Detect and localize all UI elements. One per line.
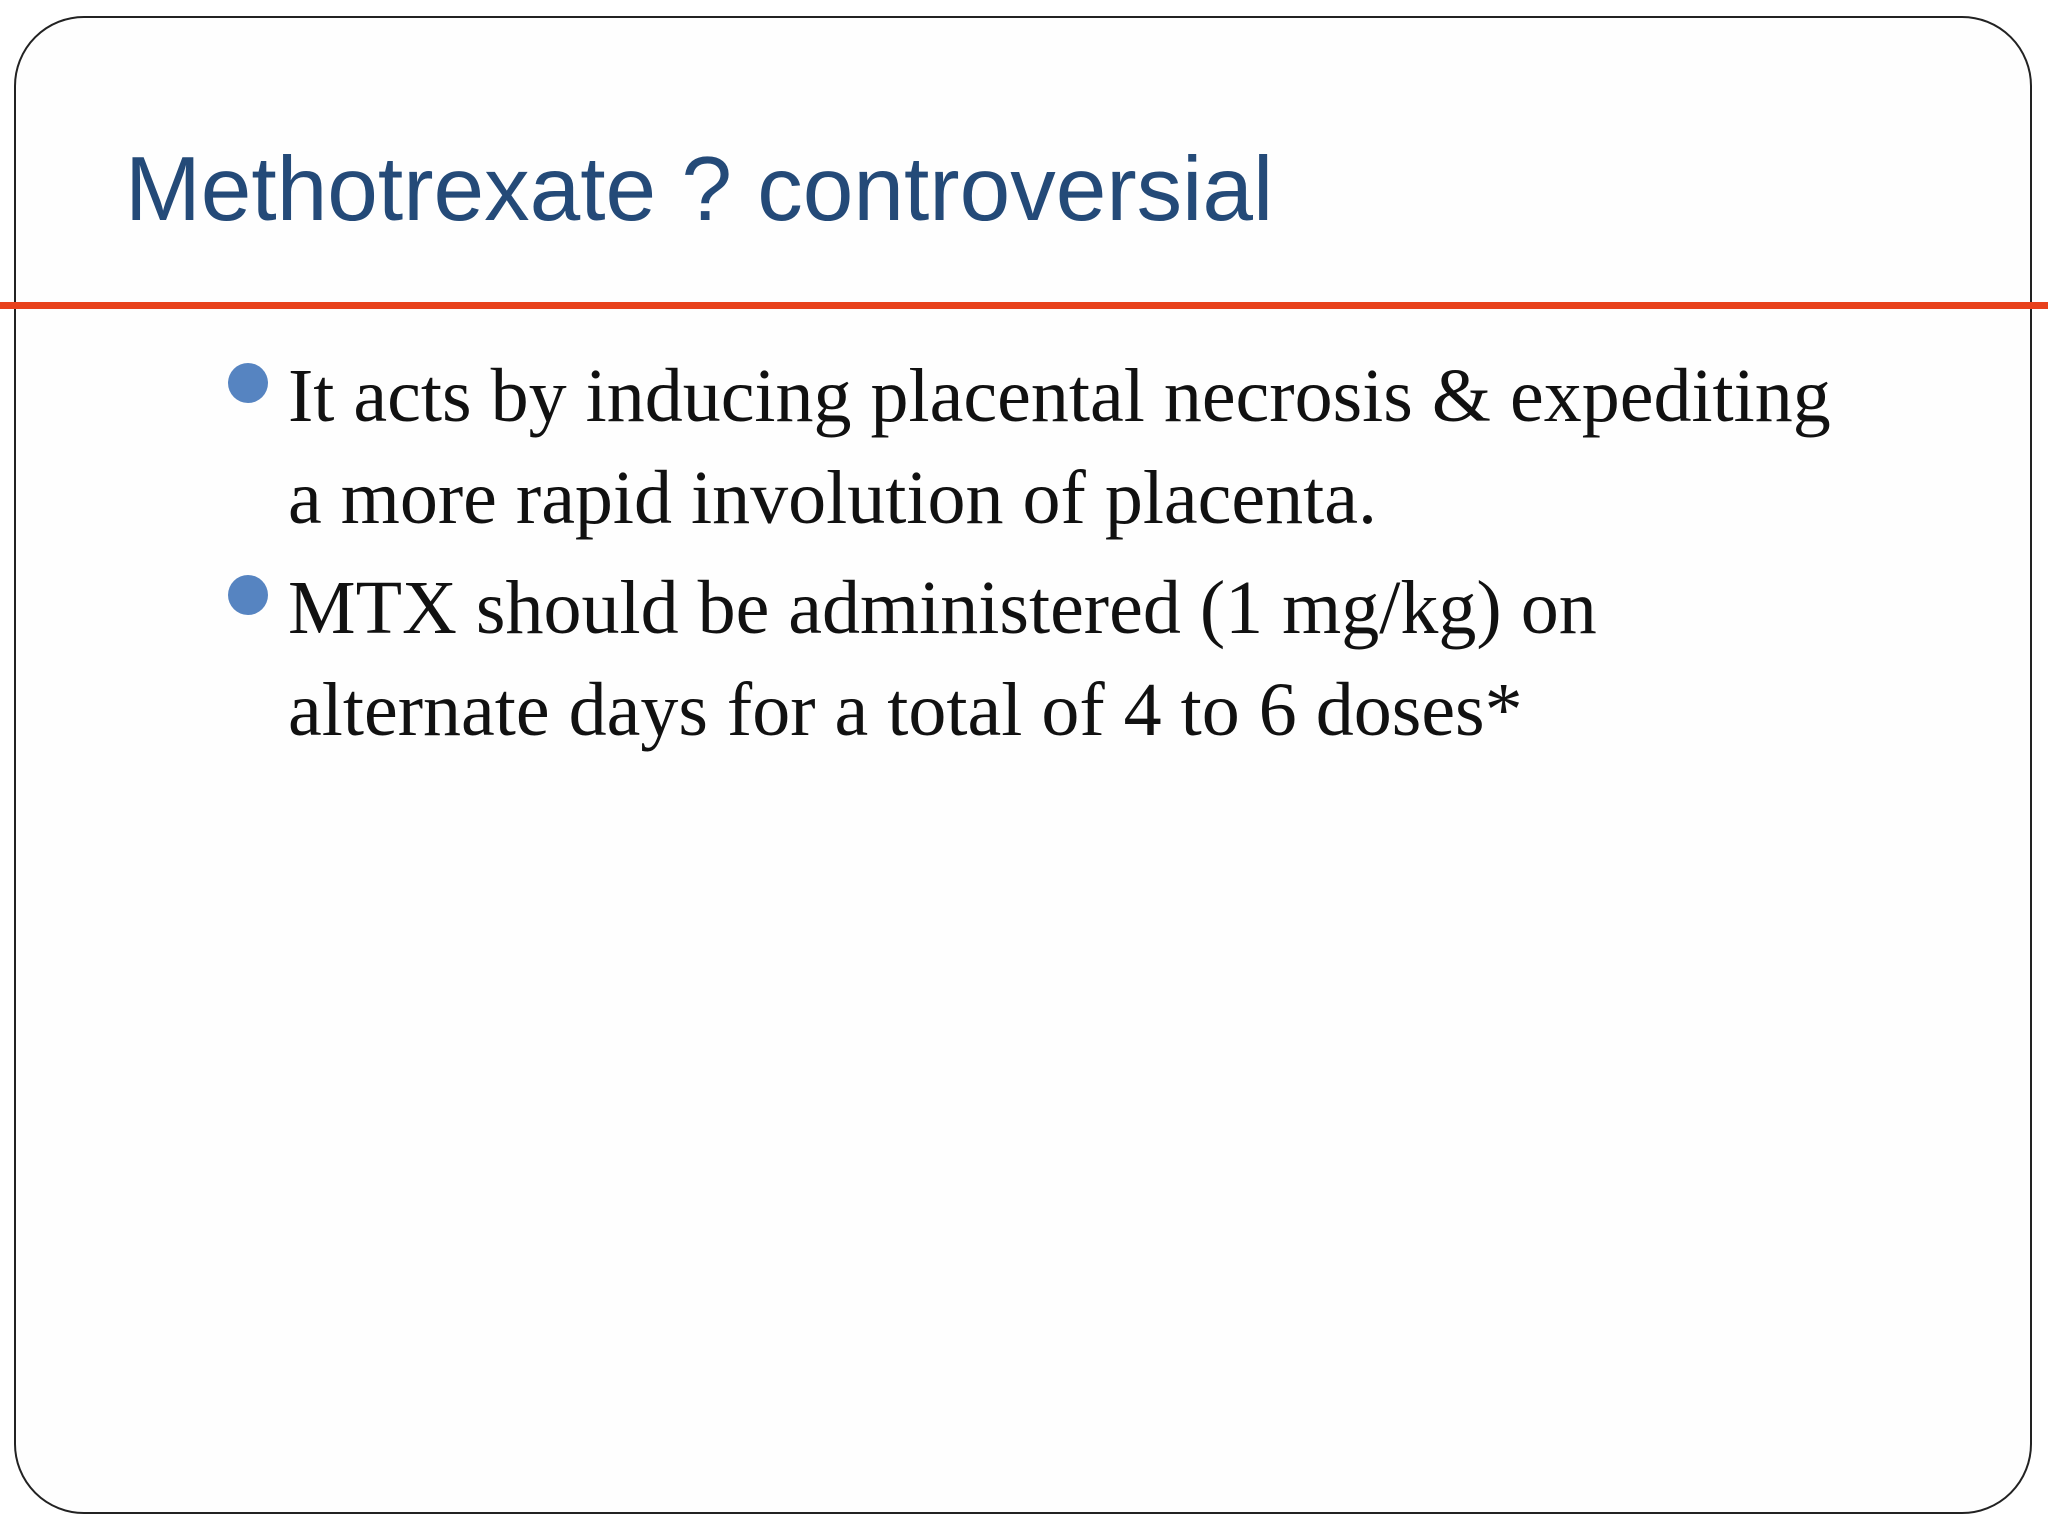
bullet-item — [224, 345, 1944, 549]
bullet-list — [224, 345, 1944, 769]
bullet-text-line: a more rapid involution of placenta. — [288, 456, 1377, 540]
bullet-dot-icon — [228, 575, 268, 615]
bullet-text-line: It acts by inducing placental necrosis & expediting — [288, 354, 1831, 438]
slide-title: Methotrexate ? controversial — [125, 139, 1274, 240]
bullet-text-line: alternate days for a total of 4 to 6 doses* — [288, 668, 1523, 752]
bullet-dot-icon — [228, 363, 268, 403]
bullet-item — [224, 557, 1944, 761]
bullet-text-line: MTX should be administered (1 mg/kg) on — [288, 566, 1597, 650]
title-divider — [0, 302, 2048, 309]
